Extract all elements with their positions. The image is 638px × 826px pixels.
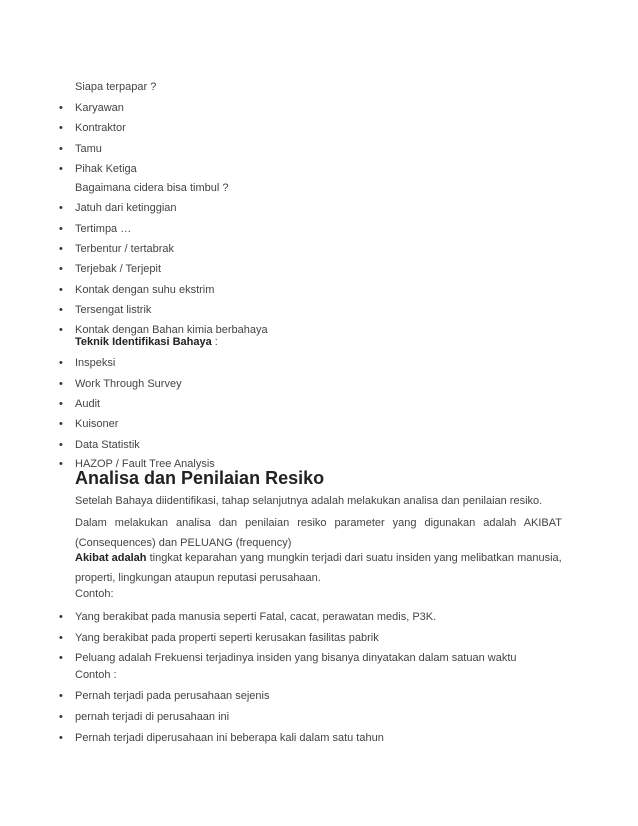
akibat-rest: tingkat keparahan yang mungkin terjadi dari suatu insiden yang melibatkan manusia, <box>146 552 562 564</box>
contoh-label: Contoh : <box>75 669 117 681</box>
list-item: • Terbentur / tertabrak <box>75 242 174 256</box>
paragraph-line: (Consequences) dan PELUANG (frequency) <box>75 537 292 549</box>
list-item: • Inspeksi <box>75 356 115 370</box>
list-item: • Yang berakibat pada properti seperti kerusakan fasilitas pabrik <box>75 631 379 645</box>
list-item: • Kontak dengan Bahan kimia berbahaya <box>75 323 268 337</box>
paragraph: Setelah Bahaya diidentifikasi, tahap selanjutnya adalah melakukan analisa dan penilaian resiko. <box>75 495 543 507</box>
section-title: Analisa dan Penilaian Resiko <box>75 468 325 488</box>
list-item: • Kontraktor <box>75 121 126 135</box>
list-item: • pernah terjadi di perusahaan ini <box>75 710 229 724</box>
heading-siapa-terpapar: Siapa terpapar ? <box>75 81 157 93</box>
heading-suffix: : <box>211 336 218 348</box>
list-item: • Peluang adalah Frekuensi terjadinya insiden yang bisanya dinyatakan dalam satuan waktu <box>75 651 517 665</box>
list-item: • Tamu <box>75 142 102 156</box>
akibat-bold: Akibat adalah <box>75 552 147 564</box>
heading-teknik-identifikasi <box>75 335 218 349</box>
list-item: • Audit <box>75 397 100 411</box>
paragraph-line: Dalam melakukan analisa dan penilaian resiko parameter yang digunakan adalah AKIBAT <box>75 517 562 529</box>
heading-bagaimana-cidera: Bagaimana cidera bisa timbul ? <box>75 182 229 194</box>
list-item: • HAZOP / Fault Tree Analysis <box>75 457 215 471</box>
list-item: • Work Through Survey <box>75 377 182 391</box>
list-item: • Terjebak / Terjepit <box>75 262 161 276</box>
heading-bold: Teknik Identifikasi Bahaya <box>75 336 212 348</box>
contoh-label: Contoh: <box>75 588 114 600</box>
paragraph-line <box>75 551 562 565</box>
list-item: • Kuisoner <box>75 417 118 431</box>
list-item: • Pihak Ketiga <box>75 162 137 176</box>
list-item: • Karyawan <box>75 101 124 115</box>
list-item: • Jatuh dari ketinggian <box>75 201 177 215</box>
list-item: • Data Statistik <box>75 438 140 452</box>
list-item: • Kontak dengan suhu ekstrim <box>75 283 214 297</box>
list-item: • Yang berakibat pada manusia seperti Fatal, cacat, perawatan medis, P3K. <box>75 610 436 624</box>
list-item: • Pernah terjadi diperusahaan ini beberapa kali dalam satu tahun <box>75 731 384 745</box>
paragraph-line: properti, lingkungan ataupun reputasi perusahaan. <box>75 572 321 584</box>
list-item: • Tersengat listrik <box>75 303 151 317</box>
list-item: • Pernah terjadi pada perusahaan sejenis <box>75 689 269 703</box>
list-item: • Tertimpa … <box>75 222 131 236</box>
